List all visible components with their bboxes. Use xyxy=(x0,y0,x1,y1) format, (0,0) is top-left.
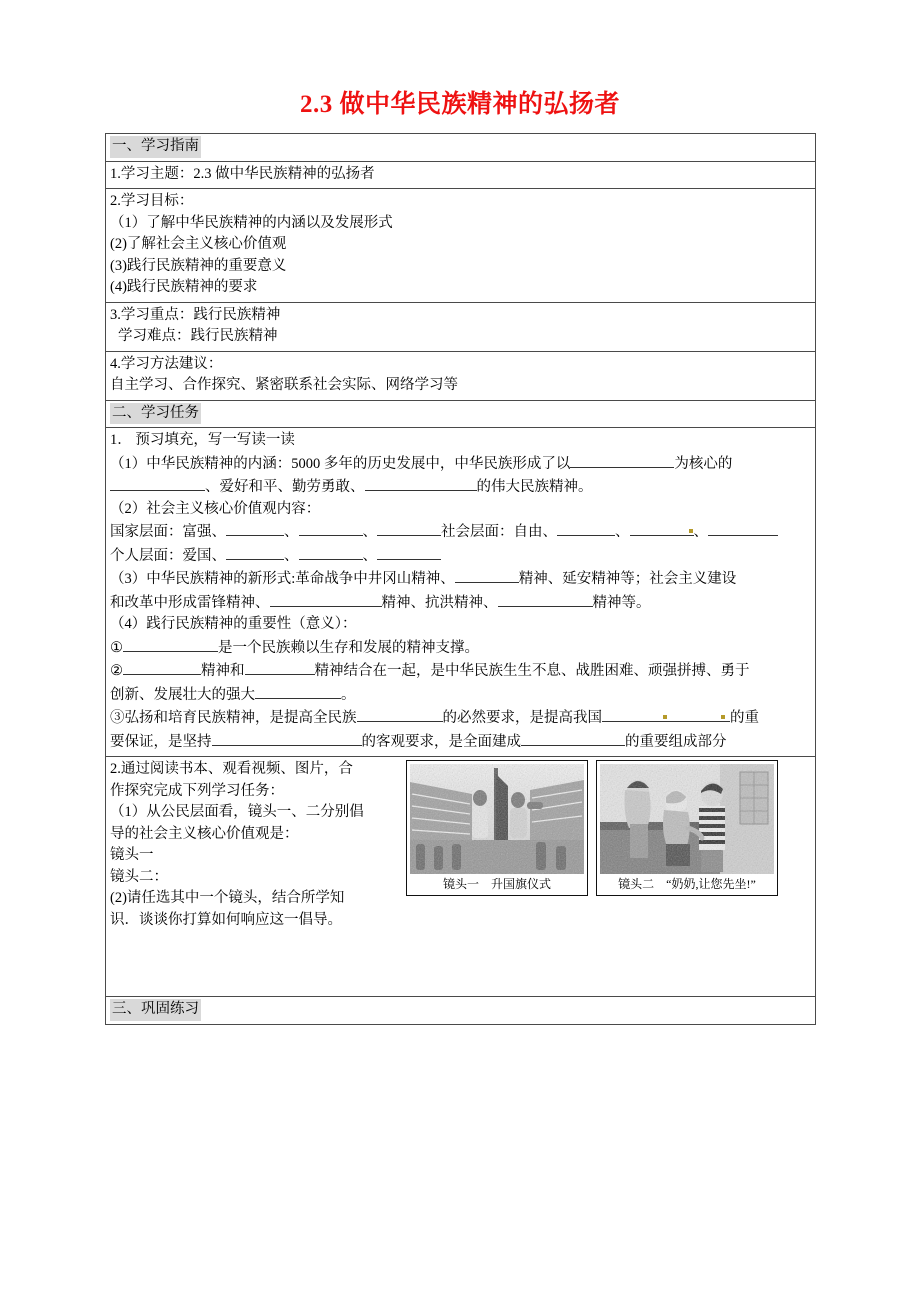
answer-blank[interactable] xyxy=(602,706,730,722)
task1-q4-item3-line2 xyxy=(110,730,811,754)
answer-blank[interactable] xyxy=(521,730,625,746)
table-row-guide-heading xyxy=(106,134,816,162)
section-heading-practice: 三、巩固练习 xyxy=(110,999,201,1021)
task1-q2-heading: （2）社会主义核心价值观内容： xyxy=(110,500,321,517)
answer-blank[interactable] xyxy=(123,636,218,652)
objectives-heading: 2.学习目标： xyxy=(110,193,194,209)
table-row-objectives xyxy=(106,189,816,303)
answer-blank[interactable] xyxy=(270,591,382,607)
sep: 、 xyxy=(615,524,630,540)
task1-q3-text-d: 精神、抗洪精神、 xyxy=(381,594,498,611)
table-row-topic xyxy=(106,161,816,189)
task1-q4-item1-text: 是一个民族赖以生存和发展的精神支撑。 xyxy=(218,639,479,656)
table-row-method xyxy=(106,351,816,400)
answer-blank[interactable] xyxy=(498,591,593,607)
task1-q4-item3-line1 xyxy=(110,706,811,730)
scan-artifact xyxy=(721,715,725,719)
task1-q4-item2-text-b: 精神结合在一起，是中华民族生生不息、战胜困难、顽强拼搏、勇于 xyxy=(314,663,750,679)
task1-q3-text-a: （3）中华民族精神的新形式:革命战争中井冈山精神、 xyxy=(110,571,455,587)
sep: 、 xyxy=(693,524,708,540)
sep: 、 xyxy=(284,547,299,564)
answer-blank[interactable] xyxy=(708,520,778,536)
figure-1-caption: 镜头一 升国旗仪式 xyxy=(442,877,551,891)
task2-line-1: 2.通过阅读书本、观看视频、图片，合 xyxy=(110,761,353,777)
cell-task-heading xyxy=(106,400,816,428)
label-society-level: 社会层面：自由、 xyxy=(441,524,557,540)
table-row-practice-heading xyxy=(106,997,816,1025)
figure-1 xyxy=(406,760,588,896)
objective-item-2: (2)了解社会主义核心价值观 xyxy=(110,236,287,252)
task1-q4-item3-text-e: 的客观要求，是全面建成 xyxy=(361,733,521,750)
task2-line-4: 导的社会主义核心价值观是： xyxy=(110,825,299,842)
task1-q4-item2-line2 xyxy=(110,683,811,707)
answer-blank[interactable] xyxy=(110,475,205,491)
giving-seat-to-grandmother-photo xyxy=(600,764,774,874)
cell-practice-heading xyxy=(106,997,816,1025)
answer-blank[interactable] xyxy=(630,520,694,536)
boy-right xyxy=(699,782,725,872)
sep: 、 xyxy=(284,524,299,540)
task1-q4-item2-text-c: 创新、发展壮大的强大 xyxy=(110,686,255,703)
objective-item-4: (4)践行民族精神的要求 xyxy=(110,279,258,295)
task2-line-2: 作探究完成下列学习任务： xyxy=(110,782,284,799)
figures-group xyxy=(406,759,778,896)
answer-blank[interactable] xyxy=(212,730,362,746)
objective-item-1: （1）了解中华民族精神的内涵以及发展形式 xyxy=(110,214,393,231)
method-body: 自主学习、合作探究、紧密联系社会实际、网络学习等 xyxy=(110,377,458,393)
task1-q1-text-a: （1）中华民族精神的内涵：5000 多年的历史发展中，中华民族形成了以 xyxy=(110,455,571,472)
answer-blank[interactable] xyxy=(557,520,615,536)
task1-q3-text-b: 精神、延安精神等；社会主义建设 xyxy=(518,571,737,587)
answer-blank[interactable] xyxy=(226,520,284,536)
task1-q3-text-c: 和改革中形成雷锋精神、 xyxy=(110,594,270,611)
cell-objectives xyxy=(106,189,816,303)
task1-q2-person-line xyxy=(110,544,811,568)
task1-q1-text-c: 、爱好和平、勤劳勇敢、 xyxy=(205,479,365,495)
answer-blank[interactable] xyxy=(377,544,441,560)
cell-key-points xyxy=(106,302,816,351)
task1-q1-line2 xyxy=(110,475,811,499)
section-heading-task: 二、学习任务 xyxy=(110,403,201,425)
answer-blank[interactable] xyxy=(255,683,341,699)
lesson-plan-table xyxy=(105,133,816,1025)
key-point-line: 3.学习重点：践行民族精神 xyxy=(110,306,281,323)
table-row-task2 xyxy=(106,757,816,997)
page-title: 2.3 做中华民族精神的弘扬者 xyxy=(299,91,620,118)
item-marker-2: ② xyxy=(110,663,123,679)
task1-q4-heading: （4）践行民族精神的重要性（意义）： xyxy=(110,616,357,632)
task1-q4-item1 xyxy=(110,636,811,660)
task1-q1-line1 xyxy=(110,452,811,476)
task2-line-7: (2)请任选其中一个镜头，结合所学知 xyxy=(110,890,345,906)
sep: 、 xyxy=(362,524,377,540)
task2-line-3: （1）从公民层面看，镜头一、二分别倡 xyxy=(110,804,364,820)
task1-q4-item2-text-d: 。 xyxy=(341,686,356,703)
table-row-task-heading xyxy=(106,400,816,428)
answer-blank[interactable] xyxy=(455,567,519,583)
table-row-key-points xyxy=(106,302,816,351)
label-person-level: 个人层面：爱国、 xyxy=(110,547,226,564)
answer-blank[interactable] xyxy=(377,520,441,536)
cell-task1 xyxy=(106,428,816,757)
answer-blank[interactable] xyxy=(123,659,201,675)
task1-q3-line1 xyxy=(110,567,811,591)
task1-q4-item3-text-c: 的重 xyxy=(730,710,759,726)
task2-line-5: 镜头一 xyxy=(110,847,154,863)
objective-item-3: (3)践行民族精神的重要意义 xyxy=(110,257,287,274)
answer-blank[interactable] xyxy=(357,706,443,722)
task2-text-block xyxy=(110,759,406,931)
answer-blank[interactable] xyxy=(570,452,674,468)
task1-q4-item2-line1 xyxy=(110,659,811,683)
cell-topic: 1.学习主题：2.3 做中华民族精神的弘扬者 xyxy=(106,161,816,189)
method-heading: 4.学习方法建议： xyxy=(110,355,223,372)
flag-raising-ceremony-photo xyxy=(410,764,584,874)
item-marker-1: ① xyxy=(110,639,123,656)
section-heading-guide: 一、学习指南 xyxy=(110,136,201,158)
task1-q4-item3-text-d: 要保证，是坚持 xyxy=(110,733,212,750)
task1-q3-text-e: 精神等。 xyxy=(592,594,651,611)
scan-artifact xyxy=(689,529,693,533)
task1-q4-item3-text-a: ③弘扬和培育民族精神，是提高全民族 xyxy=(110,710,357,726)
task1-q4-item3-text-f: 的重要组成部分 xyxy=(625,733,727,750)
task1-heading: 1． 预习填充，写一写读一读 xyxy=(110,432,295,448)
cell-task2 xyxy=(106,757,816,997)
answer-blank[interactable] xyxy=(299,544,363,560)
task1-q1-text-d: 的伟大民族精神。 xyxy=(476,479,593,495)
answer-blank[interactable] xyxy=(365,475,477,491)
answer-blank[interactable] xyxy=(226,544,284,560)
task2-blank-space xyxy=(110,931,811,993)
task1-q2-country-line xyxy=(110,520,811,544)
task1-q4-item3-text-b: 的必然要求，是提高我国 xyxy=(442,710,602,726)
answer-blank[interactable] xyxy=(299,520,363,536)
cell-method xyxy=(106,351,816,400)
figure-2-caption: 镜头二 “奶奶,让您先坐!” xyxy=(618,877,756,891)
task1-q1-text-b: 为核心的 xyxy=(674,455,733,472)
table-row-task1 xyxy=(106,428,816,757)
task2-line-6: 镜头二： xyxy=(110,868,168,885)
label-country-level: 国家层面：富强、 xyxy=(110,524,226,540)
answer-blank[interactable] xyxy=(245,659,315,675)
sep: 、 xyxy=(362,547,377,564)
figure-2 xyxy=(596,760,778,896)
task1-q4-item2-text-a: 精神和 xyxy=(201,663,245,679)
task1-q3-line2 xyxy=(110,591,811,615)
scan-artifact xyxy=(663,715,667,719)
cell-guide-heading xyxy=(106,134,816,162)
task2-line-8: 识．谈谈你打算如何响应这一倡导。 xyxy=(110,911,342,928)
difficult-point-line: 学习难点：践行民族精神 xyxy=(118,328,278,344)
